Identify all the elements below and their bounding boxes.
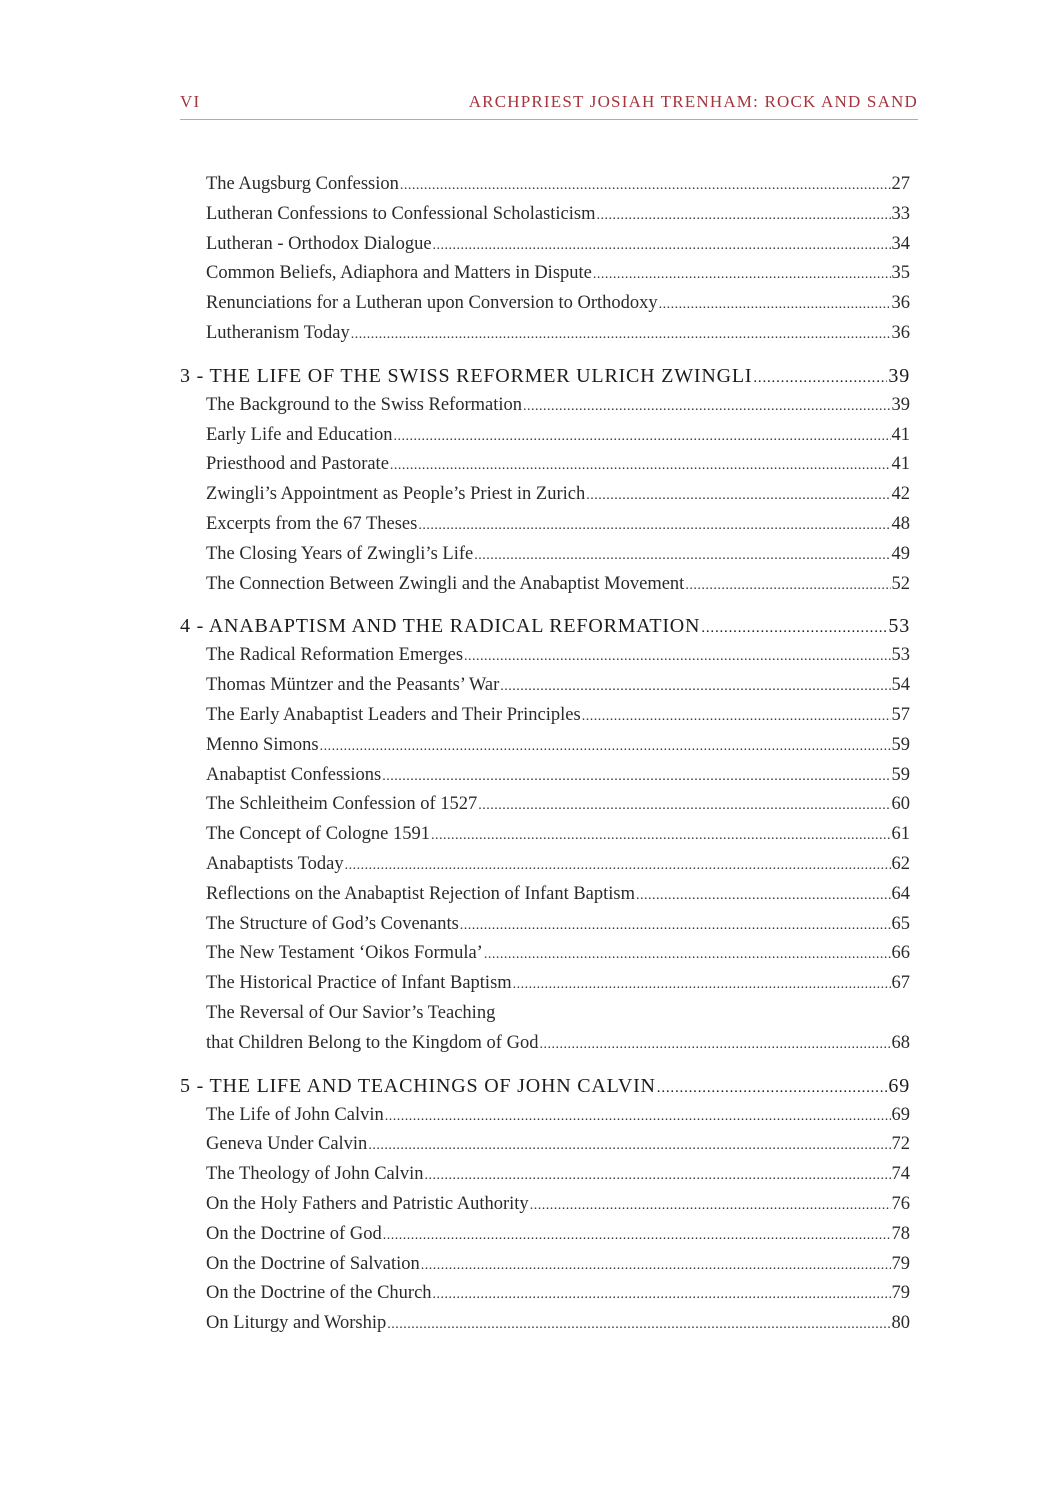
toc-entry-page: 80 [891, 1313, 910, 1334]
toc-entry [180, 675, 910, 705]
dot-leader [393, 425, 890, 446]
chapter-title: 5 - THE LIFE AND TEACHINGS OF JOHN CALVIN [180, 1074, 656, 1097]
toc-entry-page: 79 [891, 1253, 910, 1274]
dot-leader [385, 1105, 891, 1126]
toc-entry-title: The Schleitheim Confession of 1527 [206, 794, 478, 815]
toc-entry [180, 1224, 910, 1254]
toc-entry-page: 52 [891, 573, 910, 594]
dot-leader [753, 365, 887, 388]
toc-entry-title: The Connection Between Zwingli and the Anabaptist Movement [206, 573, 685, 594]
toc-entry [180, 454, 910, 484]
dot-leader [701, 615, 887, 638]
toc-entry-page: 65 [891, 913, 910, 934]
toc-entry [180, 973, 910, 1003]
dot-leader [433, 1283, 891, 1304]
toc-entry-title: On the Doctrine of Salvation [206, 1253, 420, 1274]
toc-entry [180, 854, 910, 884]
dot-leader [530, 1194, 891, 1215]
dot-leader [636, 884, 890, 905]
dot-leader [657, 1075, 888, 1098]
toc-entry-page: 54 [891, 675, 910, 696]
dot-leader [387, 1313, 890, 1334]
toc-entry-page: 35 [891, 263, 910, 284]
dot-leader [597, 204, 891, 225]
dot-leader [582, 705, 891, 726]
toc-entry-page: 41 [891, 454, 910, 475]
table-of-contents [180, 174, 910, 1343]
toc-entry-page: 53 [891, 645, 910, 666]
toc-entry-title: Lutheran - Orthodox Dialogue [206, 233, 432, 254]
dot-leader [345, 854, 891, 875]
page-folio: VI [180, 92, 201, 111]
toc-entry [180, 425, 910, 455]
toc-entry-page: 57 [891, 704, 910, 725]
dot-leader [425, 1164, 891, 1185]
toc-entry-page: 34 [891, 233, 910, 254]
toc-entry-page: 72 [891, 1134, 910, 1155]
toc-entry [180, 735, 910, 765]
toc-entry-title: Reflections on the Anabaptist Rejection of Infant Baptism [206, 883, 636, 904]
dot-leader [500, 675, 890, 696]
toc-entry [180, 705, 910, 735]
toc-chapter-heading [180, 1075, 910, 1105]
toc-entry-title: Common Beliefs, Adiaphora and Matters in Dispute [206, 263, 592, 284]
toc-entry [180, 323, 910, 353]
toc-entry-page: 74 [891, 1164, 910, 1185]
toc-entry-title: Priesthood and Pastorate [206, 454, 389, 475]
dot-leader [400, 174, 891, 195]
toc-entry-page: 76 [891, 1193, 910, 1214]
toc-entry-title: Menno Simons [206, 734, 319, 755]
dot-leader [383, 1224, 891, 1245]
toc-entry [180, 794, 910, 824]
dot-leader [368, 1134, 890, 1155]
dot-leader [460, 914, 891, 935]
dot-leader [685, 574, 890, 595]
toc-entry-page: 64 [891, 883, 910, 904]
toc-entry [180, 1313, 910, 1343]
toc-entry-title: On the Holy Fathers and Patristic Authority [206, 1193, 529, 1214]
toc-entry-page: 62 [891, 853, 910, 874]
dot-leader [421, 1254, 891, 1275]
toc-entry-page: 60 [891, 794, 910, 815]
dot-leader [382, 765, 890, 786]
dot-leader [586, 484, 890, 505]
toc-entry [180, 1254, 910, 1284]
toc-chapter-heading [180, 615, 910, 645]
toc-entry-title: On the Doctrine of the Church [206, 1283, 432, 1304]
toc-entry-page: 67 [891, 973, 910, 994]
toc-entry-page: 42 [891, 484, 910, 505]
toc-entry-page: 61 [891, 824, 910, 845]
toc-entry-page: 36 [891, 293, 910, 314]
dot-leader [593, 263, 891, 284]
chapter-page: 69 [888, 1074, 910, 1097]
toc-entry-page: 33 [891, 203, 910, 224]
toc-entry-title: The Historical Practice of Infant Baptism [206, 973, 512, 994]
toc-entry-title: On the Doctrine of God [206, 1223, 382, 1244]
toc-entry [180, 1283, 910, 1313]
toc-entry-title: The Augsburg Confession [206, 174, 399, 194]
toc-entry [180, 263, 910, 293]
toc-entry [180, 514, 910, 544]
toc-entry [180, 395, 910, 425]
chapter-page: 53 [888, 615, 910, 638]
toc-entry-title: The Structure of God’s Covenants [206, 913, 459, 934]
toc-entry [180, 204, 910, 234]
toc-entry-page: 41 [891, 424, 910, 445]
toc-entry [180, 914, 910, 944]
toc-entry-title: The Life of John Calvin [206, 1104, 384, 1125]
toc-entry-page: 69 [891, 1104, 910, 1125]
toc-entry-title: Lutheranism Today [206, 322, 350, 343]
dot-leader [351, 323, 891, 344]
toc-entry-title: Lutheran Confessions to Confessional Scholasticism [206, 203, 596, 224]
dot-leader [464, 645, 890, 666]
running-head [180, 88, 918, 114]
toc-entry [180, 293, 910, 323]
toc-entry-title: Excerpts from the 67 Theses [206, 513, 418, 534]
dot-leader [433, 234, 891, 255]
toc-entry-title: Geneva Under Calvin [206, 1134, 368, 1155]
toc-entry [180, 1194, 910, 1224]
toc-entry [180, 574, 910, 604]
dot-leader [539, 1033, 890, 1054]
toc-entry-page: 49 [891, 543, 910, 564]
toc-entry-title: The Background to the Swiss Reformation [206, 394, 522, 415]
toc-entry [180, 943, 910, 973]
toc-entry-title: The Closing Years of Zwingli’s Life [206, 543, 474, 564]
toc-entry [180, 884, 910, 914]
toc-entry-title: Renunciations for a Lutheran upon Conversion to Orthodoxy [206, 293, 658, 314]
toc-entry [180, 1134, 910, 1164]
toc-entry [180, 484, 910, 514]
dot-leader [390, 454, 891, 475]
toc-entry-title: The Concept of Cologne 1591 [206, 824, 431, 845]
dot-leader [474, 544, 890, 565]
dot-leader [478, 794, 890, 815]
toc-entry-title-line1: The Reversal of Our Savior’s Teaching [206, 1002, 496, 1023]
chapter-page: 39 [888, 364, 910, 387]
toc-entry-first-line [180, 1003, 910, 1033]
running-title: ARCHPRIEST JOSIAH TRENHAM: ROCK AND SAND [468, 92, 918, 111]
toc-entry-page: 59 [891, 734, 910, 755]
toc-entry-title: The Radical Reformation Emerges [206, 645, 464, 666]
toc-entry-page: 79 [891, 1283, 910, 1304]
toc-entry-page: 78 [891, 1223, 910, 1244]
toc-entry [180, 1164, 910, 1194]
toc-entry-title: Early Life and Education [206, 424, 393, 445]
toc-chapter-heading [180, 365, 910, 395]
dot-leader [513, 973, 891, 994]
chapter-title: 3 - THE LIFE OF THE SWISS REFORMER ULRICH ZWINGLI [180, 364, 753, 387]
toc-entry [180, 234, 910, 264]
toc-entry [180, 645, 910, 675]
toc-entry-page: 59 [891, 764, 910, 785]
dot-leader [523, 395, 891, 416]
toc-entry-title: The New Testament ‘Oikos Formula’ [206, 943, 483, 964]
toc-entry [180, 765, 910, 795]
toc-entry [180, 544, 910, 574]
chapter-title: 4 - ANABAPTISM AND THE RADICAL REFORMATION [180, 615, 701, 638]
toc-entry-title: Anabaptists Today [206, 853, 344, 874]
dot-leader [320, 735, 891, 756]
toc-entry [180, 824, 910, 854]
dot-leader [484, 943, 891, 964]
toc-entry-page: 36 [891, 322, 910, 343]
toc-entry [180, 1033, 910, 1063]
dot-leader [659, 293, 891, 314]
toc-entry-page: 27 [891, 174, 910, 194]
toc-entry [180, 1105, 910, 1135]
header-rule [180, 119, 918, 120]
toc-entry-page: 39 [891, 394, 910, 415]
toc-entry-page: 68 [891, 1032, 910, 1053]
dot-leader [431, 824, 890, 845]
toc-entry-title-line2: that Children Belong to the Kingdom of God [206, 1032, 539, 1053]
toc-entry-page: 66 [891, 943, 910, 964]
toc-entry [180, 174, 910, 204]
toc-entry-title: Anabaptist Confessions [206, 764, 382, 785]
toc-entry-title: Zwingli’s Appointment as People’s Priest in Zurich [206, 484, 586, 505]
toc-entry-page: 48 [891, 513, 910, 534]
toc-entry-title: The Early Anabaptist Leaders and Their Principles [206, 704, 581, 725]
dot-leader [418, 514, 890, 535]
toc-entry-title: The Theology of John Calvin [206, 1164, 424, 1185]
toc-entry-title: Thomas Müntzer and the Peasants’ War [206, 675, 500, 696]
toc-entry-title: On Liturgy and Worship [206, 1313, 387, 1334]
